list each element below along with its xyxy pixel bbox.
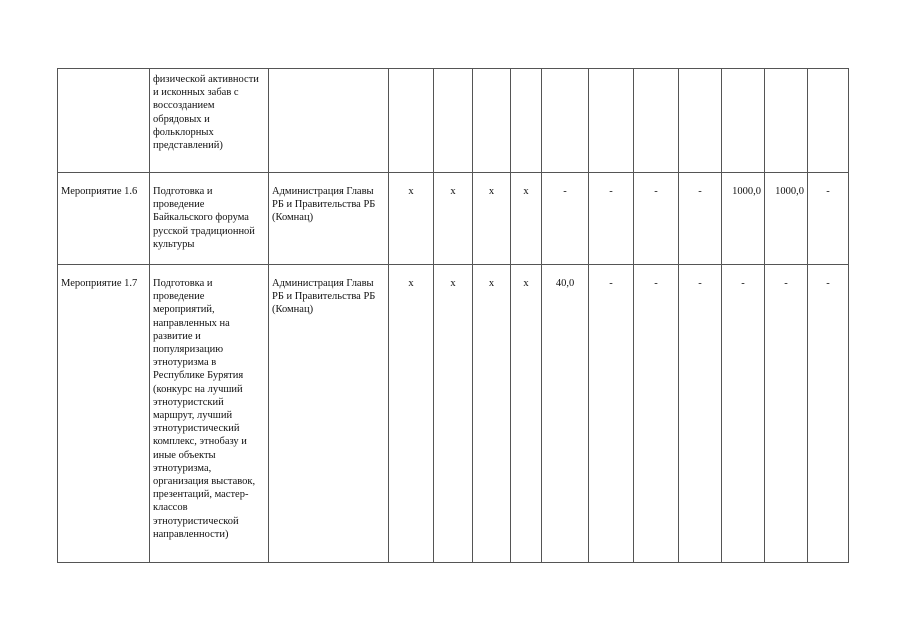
value-cell [473, 69, 511, 173]
value-cell [542, 69, 589, 173]
value-cell: - [679, 173, 722, 265]
value-cell: х [511, 173, 542, 265]
value-cell [511, 69, 542, 173]
value-cell: - [589, 173, 634, 265]
value-cell: 1000,0 [722, 173, 765, 265]
value-cell [434, 69, 473, 173]
event-cell: Мероприятие 1.7 [58, 265, 150, 563]
table-row [58, 265, 849, 563]
value-cell [722, 69, 765, 173]
value-cell [679, 69, 722, 173]
event-cell [58, 69, 150, 173]
value-cell [808, 69, 849, 173]
value-cell [765, 69, 808, 173]
value-cell: - [722, 265, 765, 563]
value-cell: - [589, 265, 634, 563]
value-cell: х [389, 173, 434, 265]
title-cell: физической активности и исконных забав с воссозданием обрядовых и фольклорных представлений) [150, 69, 269, 173]
value-cell: - [808, 265, 849, 563]
value-cell: - [808, 173, 849, 265]
value-cell [389, 69, 434, 173]
value-cell: х [473, 265, 511, 563]
value-cell: х [389, 265, 434, 563]
table-row [58, 69, 849, 173]
executor-cell: Администрация Главы РБ и Правительства РБ (Комнац) [269, 173, 389, 265]
table-row [58, 173, 849, 265]
event-cell: Мероприятие 1.6 [58, 173, 150, 265]
value-cell: - [634, 173, 679, 265]
value-cell: х [473, 173, 511, 265]
title-cell: Подготовка и проведение мероприятий, направленных на развитие и популяризацию этнотуризма в Республике Бурятия (конкурс на лучший этнотуристский маршрут, лучший этнотуристический комплекс, этнобазу и иные объекты этнотуризма, организация выставок, презентаций, мастер-классов этнотуристической направленности) [150, 265, 269, 563]
value-cell [634, 69, 679, 173]
program-table [57, 68, 849, 563]
value-cell: х [434, 265, 473, 563]
value-cell [589, 69, 634, 173]
value-cell: - [765, 265, 808, 563]
value-cell: х [434, 173, 473, 265]
value-cell: 1000,0 [765, 173, 808, 265]
value-cell: - [542, 173, 589, 265]
value-cell: - [634, 265, 679, 563]
executor-cell: Администрация Главы РБ и Правительства РБ (Комнац) [269, 265, 389, 563]
value-cell: 40,0 [542, 265, 589, 563]
value-cell: х [511, 265, 542, 563]
title-cell: Подготовка и проведение Байкальского форума русской традиционной культуры [150, 173, 269, 265]
value-cell: - [679, 265, 722, 563]
executor-cell [269, 69, 389, 173]
